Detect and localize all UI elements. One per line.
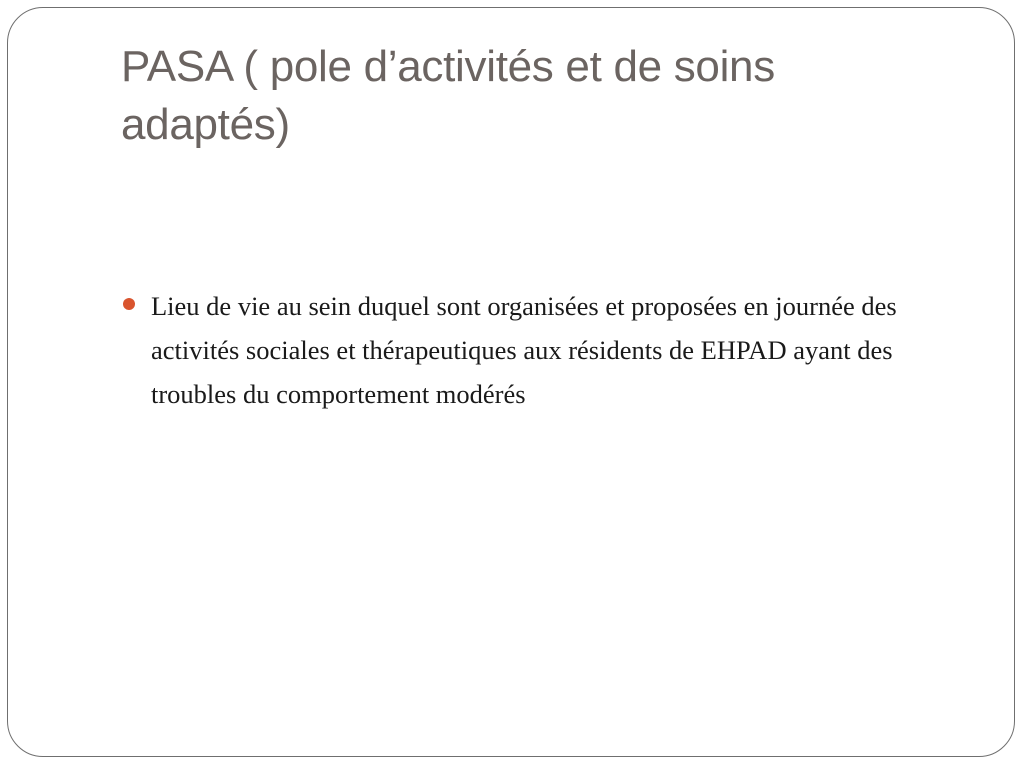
bullet-text: Lieu de vie au sein duquel sont organisées et proposées en journée des activités sociales et thérapeutiques aux résidents de EHPAD ayant des troubles du comportement modérés xyxy=(151,291,897,409)
slide-title: PASA ( pole d’activités et de soins adaptés) xyxy=(121,42,775,149)
bullet-list xyxy=(121,284,971,416)
bullet-dot-icon xyxy=(123,298,135,310)
slide-frame xyxy=(7,7,1015,757)
bullet-item xyxy=(121,284,971,416)
